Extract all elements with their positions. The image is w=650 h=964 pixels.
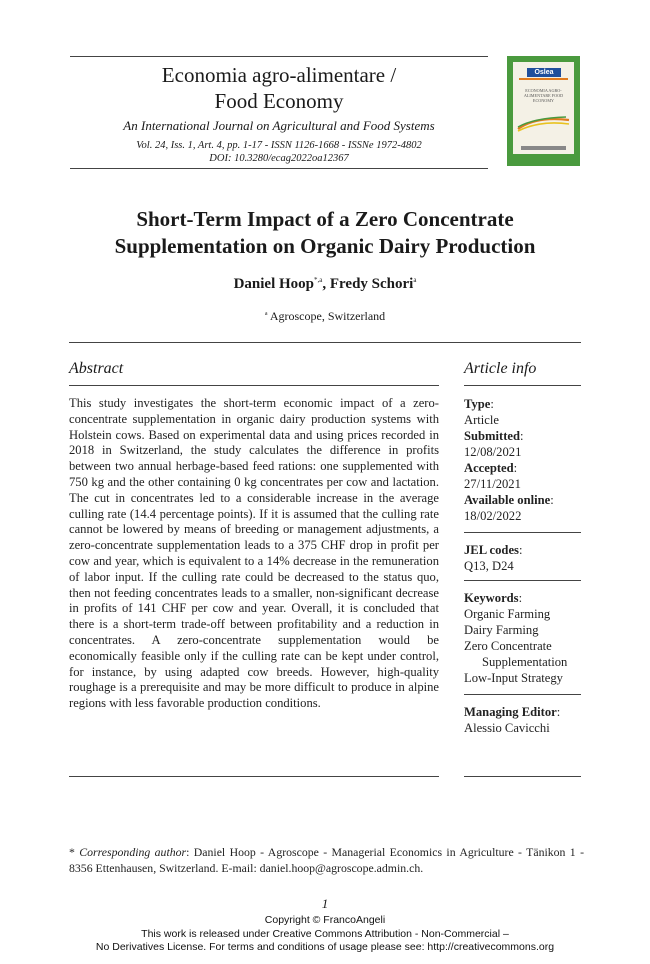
article-info-heading-rule bbox=[464, 385, 581, 386]
keyword-item: Zero Concentrate bbox=[464, 639, 552, 653]
colon: : bbox=[518, 591, 523, 605]
submitted-value: 12/08/2021 bbox=[464, 445, 522, 459]
journal-issue-info: Vol. 24, Iss. 1, Art. 4, pp. 1-17 - ISSN 1126-1668 - ISSNe 1972-4802 bbox=[136, 140, 422, 151]
abstract-heading-rule bbox=[69, 385, 439, 386]
accepted-value: 27/11/2021 bbox=[464, 477, 521, 491]
footnote-label: Corresponding author bbox=[79, 845, 187, 859]
type-row bbox=[464, 396, 584, 412]
editor-label: Managing Editor bbox=[464, 705, 557, 719]
jel-label: JEL codes bbox=[464, 543, 519, 557]
author-affiliation-mark: *,a bbox=[314, 276, 323, 284]
affiliation-text: Agroscope, Switzerland bbox=[269, 309, 386, 323]
cover-title: ECONOMIA AGRO-ALIMENTARE FOOD ECONOMY bbox=[523, 88, 564, 103]
jel-value: Q13, D24 bbox=[464, 559, 514, 573]
jel-codes bbox=[464, 542, 584, 574]
online-row bbox=[464, 492, 584, 508]
journal-cover-image bbox=[507, 56, 580, 166]
type-value: Article bbox=[464, 413, 499, 427]
info-bottom-rule bbox=[464, 776, 581, 777]
article-info-heading: Article info bbox=[464, 360, 537, 377]
keywords-row bbox=[464, 590, 584, 606]
paper-title-line2: Supplementation on Organic Dairy Production bbox=[114, 234, 536, 258]
online-label: Available online bbox=[464, 493, 551, 507]
cover-swoosh-graphic bbox=[516, 114, 571, 132]
author-name: Fredy Schori bbox=[329, 276, 414, 292]
info-divider bbox=[464, 694, 581, 695]
colon: : bbox=[518, 543, 523, 557]
header-top-rule bbox=[70, 56, 488, 57]
keywords-label: Keywords bbox=[464, 591, 519, 605]
managing-editor bbox=[464, 704, 584, 736]
journal-doi: DOI: 10.3280/ecag2022oa12367 bbox=[209, 153, 349, 164]
jel-row bbox=[464, 542, 584, 558]
colon: : bbox=[519, 429, 524, 443]
article-dates bbox=[464, 396, 584, 524]
keyword-item: Low-Input Strategy bbox=[464, 671, 563, 685]
footnote-marker: * bbox=[69, 845, 75, 859]
submitted-row bbox=[464, 428, 584, 444]
affiliation-mark: a bbox=[264, 311, 268, 317]
cover-logo-bar bbox=[519, 78, 568, 80]
editor-row bbox=[464, 704, 584, 720]
keyword-item: Dairy Farming bbox=[464, 623, 539, 637]
accepted-row bbox=[464, 460, 584, 476]
author-separator: , bbox=[322, 276, 330, 292]
type-label: Type bbox=[464, 397, 491, 411]
info-divider bbox=[464, 532, 581, 533]
colon: : bbox=[550, 493, 554, 507]
abstract-text: This study investigates the short-term economic impact of a zero-concentrate supplementation in organic dairy production systems with Holstein cows. Based on experimental data and using prices recorded in 2018 in Switzerland, the study calculates the difference in profits between two annual herbage-based feed rations: one supplemented with 750 kg and the other containing 0 kg concentrates per cow and lactation. The cut in concentrates led to a considerable increase in the average culling rate (14.4 percentage points). If it is assumed that the culling rate cannot be lowered by means of breeding or management adjustments, a zero-concentrate supplementation leads to a 375 CHF drop in profit per cow and year, which is equivalent to a 14% decrease in the remuneration of labor input. If the culling rate could be decreased to the status quo, then not feeding concentrates leads to a smaller, non-significant decrease in profits of 141 CHF per cow and year. Overall, it is concluded that there is a short-term trade-off between profitability and a reduction in concentrates. A zero-concentrate supplementation would be economically feasible only if the culling rate can be kept under control, for instance, by using adapted cow breeds. However, high-quality roughage is a prerequisite and may be more difficult to produce in alpine regions with less favorable production conditions. bbox=[69, 396, 439, 711]
cover-publisher-mark bbox=[521, 146, 566, 150]
corresponding-author-footnote bbox=[69, 844, 584, 876]
journal-title bbox=[70, 62, 488, 114]
copyright-notice bbox=[0, 914, 650, 955]
abstract-bottom-rule bbox=[69, 776, 439, 777]
online-value: 18/02/2022 bbox=[464, 509, 522, 523]
journal-title-line1: Economia agro-alimentare / bbox=[161, 63, 397, 87]
paper-title-line1: Short-Term Impact of a Zero Concentrate bbox=[136, 207, 514, 231]
keywords bbox=[464, 590, 584, 686]
journal-subtitle: An International Journal on Agricultural and Food Systems bbox=[123, 118, 435, 133]
colon: : bbox=[490, 397, 494, 411]
author-affiliation-mark: a bbox=[413, 276, 417, 284]
author-list bbox=[60, 276, 590, 293]
editor-value: Alessio Cavicchi bbox=[464, 721, 550, 735]
page-number: 1 bbox=[321, 896, 329, 911]
header-bottom-rule bbox=[70, 168, 488, 169]
accepted-label: Accepted bbox=[464, 461, 514, 475]
info-divider bbox=[464, 580, 581, 581]
license-line2: No Derivatives License. For terms and conditions of usage please see: http://creativecommons.org bbox=[95, 941, 555, 953]
paper-title bbox=[60, 206, 590, 260]
abstract-heading: Abstract bbox=[69, 360, 124, 377]
colon: : bbox=[513, 461, 518, 475]
keyword-item: Organic Farming bbox=[464, 607, 551, 621]
journal-title-line2: Food Economy bbox=[214, 89, 344, 113]
keyword-item-continued: Supplementation bbox=[482, 655, 568, 669]
journal-meta bbox=[70, 139, 488, 165]
copyright-line: Copyright © FrancoAngeli bbox=[264, 914, 386, 926]
footnote-text: : Daniel Hoop - Agroscope - Managerial Economics in Agriculture - Tänikon 1 - 8356 Ettenhausen, Switzerland. E-mail: daniel.hoop@agroscope.admin.ch. bbox=[69, 845, 585, 875]
section-divider bbox=[69, 342, 581, 343]
submitted-label: Submitted bbox=[464, 429, 520, 443]
license-line1: This work is released under Creative Commons Attribution - Non-Commercial – bbox=[141, 927, 509, 940]
author-name: Daniel Hoop bbox=[233, 276, 314, 292]
cover-panel bbox=[513, 62, 574, 154]
affiliation bbox=[60, 309, 590, 324]
cover-logo: Oslea bbox=[527, 68, 561, 77]
colon: : bbox=[556, 705, 561, 719]
